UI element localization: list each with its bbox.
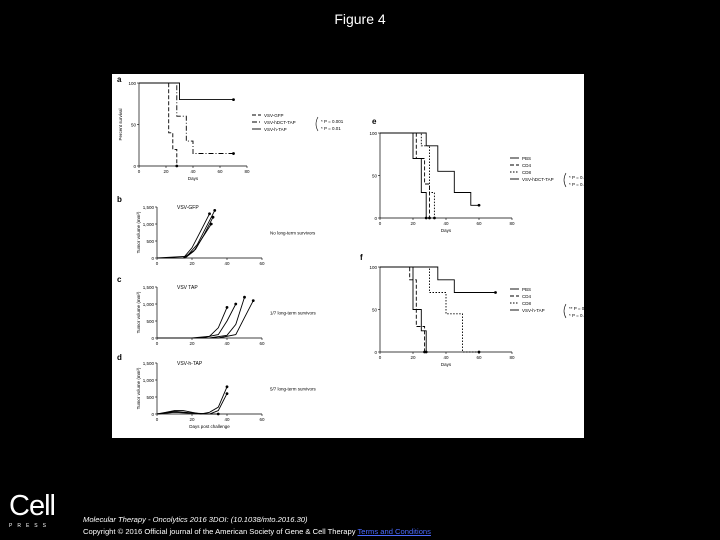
series-line (139, 83, 234, 154)
pvalue-bracket (564, 173, 566, 187)
legend-label: VSV-hDCT-TAP (264, 119, 296, 125)
x-tick-label: 60 (476, 221, 482, 226)
x-tick-label: 60 (259, 341, 265, 346)
y-tick-label: 1,500 (142, 285, 154, 290)
series-end-marker (428, 217, 431, 220)
series-line (157, 307, 227, 338)
y-tick-label: 500 (146, 319, 154, 324)
x-tick-label: 80 (509, 221, 515, 226)
series-end-marker (425, 217, 428, 220)
series-end-marker (175, 165, 178, 168)
series-end-marker (210, 223, 213, 226)
x-axis-label: Days (440, 228, 452, 233)
panel-letter: c (117, 275, 122, 284)
x-tick-label: 20 (410, 221, 416, 226)
series-end-marker (208, 212, 211, 215)
y-tick-label: 50 (371, 307, 377, 313)
series-end-marker (217, 413, 220, 416)
x-tick-label: 60 (259, 417, 265, 422)
legend-label: VSV-h-TAP (264, 126, 287, 132)
x-axis-label: Days post challenge (189, 424, 230, 429)
y-tick-label: 1,000 (142, 222, 154, 227)
copyright-line (83, 526, 431, 538)
series-end-marker (232, 152, 235, 155)
series-end-marker (494, 291, 497, 294)
x-tick-label: 0 (155, 261, 159, 266)
y-tick-label: 100 (369, 265, 377, 270)
pvalue-label: * P = 0.01 (569, 313, 589, 318)
legend-label: VSV-GFP (264, 112, 284, 118)
y-tick-label: 1,500 (142, 205, 154, 210)
x-tick-label: 80 (244, 169, 250, 174)
x-axis-label: Days (440, 362, 452, 367)
x-tick-label: 0 (378, 355, 382, 360)
figure-panels (112, 74, 594, 438)
x-tick-label: 0 (155, 341, 159, 346)
series-line (139, 83, 177, 166)
panel-letter: a (117, 75, 122, 84)
legend-label: CD4 (522, 293, 532, 299)
x-tick-label: 40 (443, 355, 449, 360)
series-end-marker (234, 303, 237, 306)
copyright-text: Copyright © 2016 Official journal of the American Society of Gene & Cell Therapy (83, 527, 356, 536)
y-tick-label: 0 (374, 350, 377, 355)
x-tick-label: 40 (443, 221, 449, 226)
x-tick-label: 40 (224, 341, 230, 346)
x-tick-label: 80 (509, 355, 515, 360)
series-line (380, 267, 426, 352)
panel-letter: f (360, 253, 363, 262)
y-axis-label: Percent survival (118, 108, 123, 141)
series-end-marker (478, 351, 481, 354)
pvalue-label: ** P = 0.002 (569, 306, 594, 311)
series-end-marker (243, 296, 246, 299)
logo-word: Cell (9, 490, 55, 522)
series-line (157, 394, 227, 414)
y-tick-label: 0 (374, 216, 377, 221)
panel-letter: d (117, 353, 122, 362)
series-end-marker (252, 299, 255, 302)
y-tick-label: 50 (130, 122, 136, 128)
x-tick-label: 0 (378, 221, 382, 226)
y-tick-label: 500 (146, 395, 154, 400)
y-tick-label: 1,000 (142, 302, 154, 307)
legend-label: PBS (522, 286, 532, 292)
x-tick-label: 40 (224, 261, 230, 266)
terms-link[interactable]: Terms and Conditions (357, 527, 431, 536)
panel-letter: b (117, 195, 122, 204)
journal-citation: Molecular Therapy - Oncolytics 2016 3DOI: (10.1038/mto.2016.30) (83, 515, 308, 524)
x-tick-label: 20 (410, 355, 416, 360)
pvalue-bracket (564, 304, 566, 318)
figure-image (112, 74, 594, 438)
series-end-marker (423, 351, 426, 354)
series-line (380, 267, 496, 293)
citation (83, 514, 431, 538)
series-end-marker (226, 385, 229, 388)
series-line (157, 210, 215, 258)
x-tick-label: 20 (189, 341, 195, 346)
panel-title: VSV TAP (177, 285, 198, 291)
x-tick-label: 20 (189, 261, 195, 266)
y-tick-label: 1,500 (142, 361, 154, 366)
series-line (157, 297, 245, 338)
y-axis-label: Tumor volume (mm³) (136, 291, 141, 334)
legend-label: CD8 (522, 169, 532, 175)
x-tick-label: 0 (155, 417, 159, 422)
series-end-marker (226, 392, 229, 395)
x-axis-label: Days (187, 176, 199, 181)
series-line (157, 304, 236, 338)
panel-note: 1/7 long-term survivors (270, 310, 316, 316)
panel-letter: e (372, 117, 377, 126)
legend-label: CD4 (522, 162, 532, 168)
legend-label: VSV-hDCT-TAP (522, 176, 554, 182)
panel-title: VSV-h-TAP (177, 361, 203, 367)
pvalue-bracket (316, 117, 318, 131)
series-end-marker (226, 306, 229, 309)
legend-label: CD8 (522, 300, 532, 306)
series-end-marker (433, 217, 436, 220)
panel-note: 5/7 long-term survivors (270, 386, 316, 392)
x-tick-label: 60 (217, 169, 223, 174)
x-tick-label: 60 (259, 261, 265, 266)
x-tick-label: 40 (190, 169, 196, 174)
x-tick-label: 0 (137, 169, 141, 174)
cell-press-logo (9, 492, 69, 529)
series-end-marker (478, 204, 481, 207)
logo-sub: PRESS (9, 523, 51, 529)
pvalue-label: * P = 0.02 (569, 175, 589, 180)
y-tick-label: 50 (371, 173, 377, 179)
y-axis-label: Tumor volume (mm³) (136, 367, 141, 410)
legend-label: PBS (522, 155, 532, 161)
pvalue-label: * P = 0.0014 (569, 182, 594, 187)
y-axis-label: Tumor volume (mm³) (136, 211, 141, 254)
y-tick-label: 0 (151, 336, 154, 341)
slide-title: Figure 4 (334, 11, 386, 27)
series-line (139, 83, 234, 100)
series-line (157, 301, 253, 338)
x-tick-label: 60 (476, 355, 482, 360)
panel-note: No long-term survivors (270, 230, 316, 236)
y-tick-label: 0 (151, 256, 154, 261)
legend-label: VSV-h-TAP (522, 307, 545, 313)
x-tick-label: 20 (163, 169, 169, 174)
y-tick-label: 100 (128, 81, 136, 86)
y-tick-label: 1,000 (142, 378, 154, 383)
y-tick-label: 0 (151, 412, 154, 417)
series-line (380, 133, 426, 218)
y-tick-label: 500 (146, 239, 154, 244)
x-tick-label: 20 (189, 417, 195, 422)
pvalue-label: * P = 0.01 (321, 126, 341, 131)
series-end-marker (232, 98, 235, 101)
x-tick-label: 40 (224, 417, 230, 422)
series-line (380, 267, 479, 352)
series-line (157, 387, 227, 414)
pvalue-label: * P = 0.001 (321, 119, 344, 124)
y-tick-label: 100 (369, 131, 377, 136)
panel-title: VSV-GFP (177, 205, 199, 211)
series-end-marker (213, 209, 216, 212)
y-tick-label: 0 (133, 164, 136, 169)
series-line (157, 224, 211, 258)
